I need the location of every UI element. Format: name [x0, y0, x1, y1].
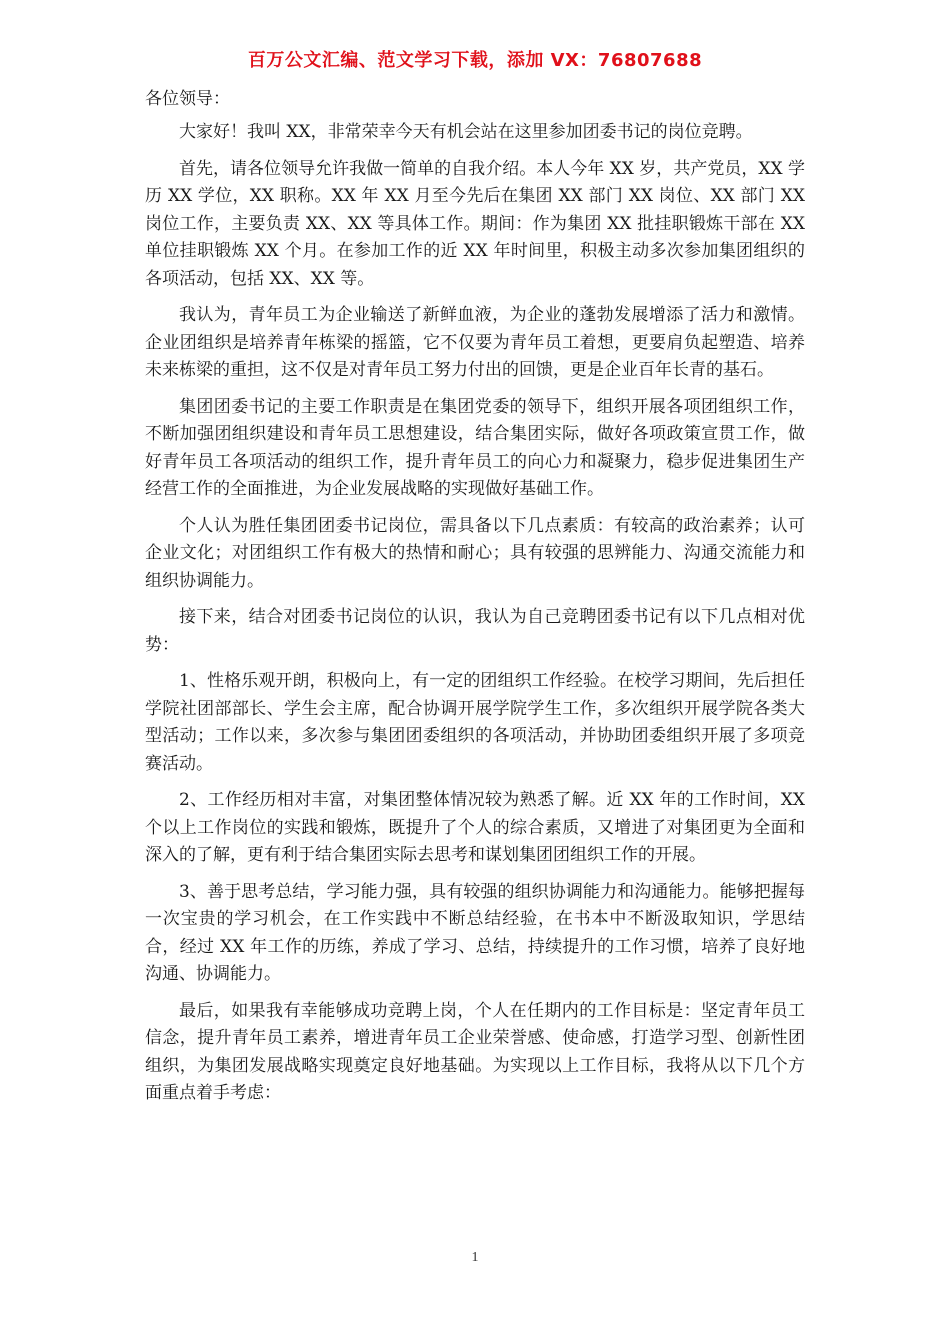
paragraph-greeting: 大家好！我叫 XX，非常荣幸今天有机会站在这里参加团委书记的岗位竞聘。 — [179, 122, 753, 142]
salutation: 各位领导： — [145, 89, 230, 109]
paragraph-advantage-1: 1、性格乐观开朗，积极向上，有一定的团组织工作经验。在校学习期间，先后担任学院社团部部长、学生会主席，配合协调开展学院学生工作，多次组织开展学院各类大型活动；工作以来，多次参与集团团委组织的各项活动，并协助团委组织开展了多项竞赛活动。 — [145, 671, 805, 774]
paragraph-advantage-3: 3、善于思考总结，学习能力强，具有较强的组织协调能力和沟通能力。能够把握每一次宝贵的学习机会，在工作实践中不断总结经验，在书本中不断汲取知识，学思结合，经过 XX 年工作的历练，养成了学习、总结，持续提升的工作习惯，培养了良好地沟通、协调能力。 — [145, 881, 805, 984]
paragraph-duties: 集团团委书记的主要工作职责是在集团党委的领导下，组织开展各项团组织工作，不断加强团组织建设和青年员工思想建设，结合集团实际，做好各项政策宣贯工作，做好青年员工各项活动的组织工作，提升青年员工的向心力和凝聚力，稳步促进集团生产经营工作的全面推进，为企业发展战略的实现做好基础工作。 — [145, 396, 805, 499]
document-body — [145, 86, 805, 1117]
paragraph-qualities: 个人认为胜任集团团委书记岗位，需具备以下几点素质：有较高的政治素养；认可企业文化；对团组织工作有极大的热情和耐心；具有较强的思辨能力、沟通交流能力和组织协调能力。 — [145, 515, 805, 591]
paragraph-advantages-intro: 接下来，结合对团委书记岗位的认识，我认为自己竞聘团委书记有以下几点相对优势： — [145, 607, 805, 655]
paragraph-goals: 最后，如果我有幸能够成功竞聘上岗，个人在任期内的工作目标是：坚定青年员工信念，提升青年员工素养，增进青年员工企业荣誉感、使命感，打造学习型、创新性团组织，为集团发展战略实现奠定良好地基础。为实现以上工作目标，我将从以下几个方面重点着手考虑： — [145, 1000, 805, 1103]
paragraph-youth-view: 我认为，青年员工为企业输送了新鲜血液，为企业的蓬勃发展增添了活力和激情。企业团组织是培养青年栋梁的摇篮，它不仅要为青年员工着想，更要肩负起塑造、培养未来栋梁的重担，这不仅是对青年员工努力付出的回馈，更是企业百年长青的基石。 — [145, 305, 805, 380]
page-number: 1 — [471, 1250, 479, 1265]
paragraph-advantage-2: 2、工作经历相对丰富，对集团整体情况较为熟悉了解。近 XX 年的工作时间，XX 个以上工作岗位的实践和锻炼，既提升了个人的综合素质，又增进了对集团更为全面和深入的了解，更有利于结合集团实际去思考和谋划集团团组织工作的开展。 — [145, 790, 805, 865]
paragraph-self-intro: 首先，请各位领导允许我做一简单的自我介绍。本人今年 XX 岁，共产党员，XX 学历 XX 学位，XX 职称。XX 年 XX 月至今先后在集团 XX 部门 XX 岗位、XX 部门 XX 岗位工作，主要负责 XX、XX 等具体工作。期间：作为集团 XX 批挂职锻炼干部在 XX 单位挂职锻炼 XX 个月。在参加工作的近 XX 年时间里，积极主动多次参加集团组织的各项活动，包括 XX、XX 等。 — [145, 158, 805, 289]
header-banner: 百万公文汇编、范文学习下载，添加 VX：76807688 — [247, 50, 703, 71]
